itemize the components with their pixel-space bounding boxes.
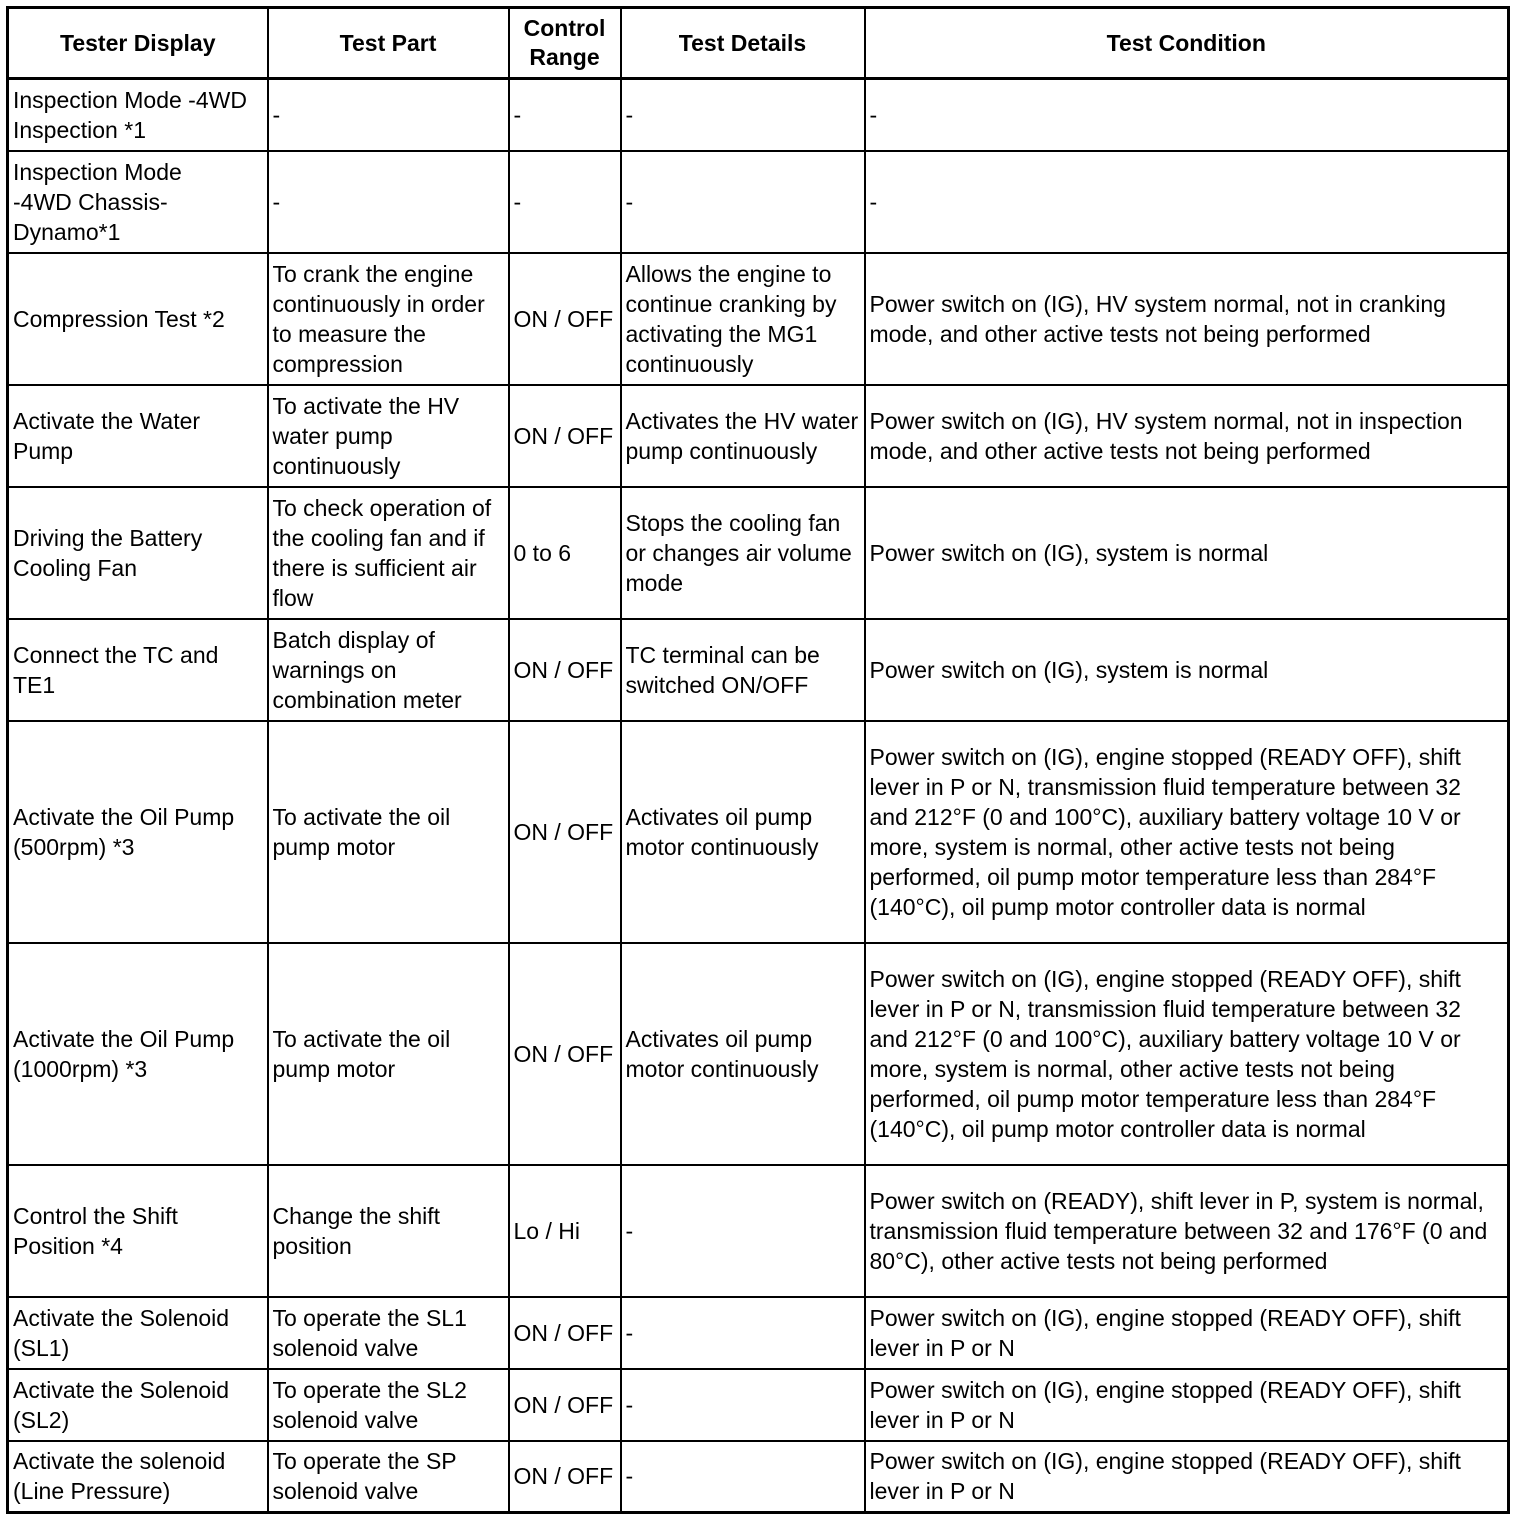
cell-test-details: - xyxy=(621,1165,865,1297)
table-row xyxy=(8,79,1509,151)
cell-control-range: - xyxy=(509,79,621,151)
cell-test-details: - xyxy=(621,151,865,253)
table-row xyxy=(8,487,1509,619)
cell-tester-display: Activate the Oil Pump (500rpm) *3 xyxy=(8,721,268,943)
header-test-details: Test Details xyxy=(621,8,865,79)
cell-test-condition: Power switch on (IG), HV system normal, not in inspection mode, and other active tests not being performed xyxy=(865,385,1509,487)
cell-control-range: ON / OFF xyxy=(509,1441,621,1513)
cell-control-range: ON / OFF xyxy=(509,943,621,1165)
cell-test-condition: - xyxy=(865,151,1509,253)
cell-test-details: - xyxy=(621,1369,865,1441)
cell-test-part: To operate the SL1 solenoid valve xyxy=(268,1297,509,1369)
cell-test-condition: Power switch on (IG), system is normal xyxy=(865,619,1509,721)
cell-test-part: - xyxy=(268,79,509,151)
cell-test-part: To activate the oil pump motor xyxy=(268,721,509,943)
cell-control-range: Lo / Hi xyxy=(509,1165,621,1297)
cell-test-condition: Power switch on (IG), engine stopped (READY OFF), shift lever in P or N xyxy=(865,1369,1509,1441)
cell-test-condition: Power switch on (READY), shift lever in P, system is normal, transmission fluid temperature between 32 and 176°F (0 and 80°C), other active tests not being performed xyxy=(865,1165,1509,1297)
cell-tester-display: Activate the Solenoid (SL2) xyxy=(8,1369,268,1441)
cell-tester-display: Inspection Mode -4WD Chassis-Dynamo*1 xyxy=(8,151,268,253)
table-header xyxy=(8,8,1509,79)
cell-tester-display: Activate the solenoid (Line Pressure) xyxy=(8,1441,268,1513)
table-row xyxy=(8,1165,1509,1297)
cell-test-part: - xyxy=(268,151,509,253)
cell-control-range: ON / OFF xyxy=(509,1297,621,1369)
cell-test-condition: Power switch on (IG), system is normal xyxy=(865,487,1509,619)
cell-test-details: Allows the engine to continue cranking by activating the MG1 continuously xyxy=(621,253,865,385)
table-row xyxy=(8,721,1509,943)
cell-control-range: ON / OFF xyxy=(509,1369,621,1441)
table-row xyxy=(8,151,1509,253)
cell-tester-display: Driving the Battery Cooling Fan xyxy=(8,487,268,619)
cell-test-part: To operate the SP solenoid valve xyxy=(268,1441,509,1513)
cell-tester-display: Activate the Water Pump xyxy=(8,385,268,487)
cell-test-condition: Power switch on (IG), engine stopped (READY OFF), shift lever in P or N xyxy=(865,1441,1509,1513)
cell-test-condition: Power switch on (IG), engine stopped (READY OFF), shift lever in P or N, transmission fluid temperature between 32 and 212°F (0 and 100°C), auxiliary battery voltage 10 V or more, system is normal, other active tests not being performed, oil pump motor temperature less than 284°F (140°C), oil pump motor controller data is normal xyxy=(865,943,1509,1165)
cell-test-details: - xyxy=(621,79,865,151)
table-body xyxy=(8,79,1509,1513)
cell-test-part: Batch display of warnings on combination meter xyxy=(268,619,509,721)
cell-tester-display: Activate the Solenoid (SL1) xyxy=(8,1297,268,1369)
cell-test-part: To crank the engine continuously in order to measure the compression xyxy=(268,253,509,385)
cell-tester-display: Control the Shift Position *4 xyxy=(8,1165,268,1297)
cell-tester-display: Activate the Oil Pump (1000rpm) *3 xyxy=(8,943,268,1165)
cell-test-condition: - xyxy=(865,79,1509,151)
cell-test-condition: Power switch on (IG), HV system normal, not in cranking mode, and other active tests not being performed xyxy=(865,253,1509,385)
header-test-part: Test Part xyxy=(268,8,509,79)
header-control-range: Control Range xyxy=(509,8,621,79)
cell-control-range: ON / OFF xyxy=(509,385,621,487)
cell-test-details: Activates the HV water pump continuously xyxy=(621,385,865,487)
table-row xyxy=(8,619,1509,721)
cell-tester-display: Inspection Mode -4WD Inspection *1 xyxy=(8,79,268,151)
cell-tester-display: Connect the TC and TE1 xyxy=(8,619,268,721)
table-row xyxy=(8,943,1509,1165)
cell-test-details: Activates oil pump motor continuously xyxy=(621,943,865,1165)
table-row xyxy=(8,253,1509,385)
cell-control-range: - xyxy=(509,151,621,253)
table-row xyxy=(8,1297,1509,1369)
cell-test-part: To check operation of the cooling fan and if there is sufficient air flow xyxy=(268,487,509,619)
active-test-table xyxy=(6,6,1510,1514)
cell-test-details: - xyxy=(621,1441,865,1513)
header-tester-display: Tester Display xyxy=(8,8,268,79)
cell-test-details: TC terminal can be switched ON/OFF xyxy=(621,619,865,721)
table-row xyxy=(8,1369,1509,1441)
cell-test-part: To activate the oil pump motor xyxy=(268,943,509,1165)
cell-test-condition: Power switch on (IG), engine stopped (READY OFF), shift lever in P or N, transmission fluid temperature between 32 and 212°F (0 and 100°C), auxiliary battery voltage 10 V or more, system is normal, other active tests not being performed, oil pump motor temperature less than 284°F (140°C), oil pump motor controller data is normal xyxy=(865,721,1509,943)
table-row xyxy=(8,385,1509,487)
cell-test-condition: Power switch on (IG), engine stopped (READY OFF), shift lever in P or N xyxy=(865,1297,1509,1369)
cell-tester-display: Compression Test *2 xyxy=(8,253,268,385)
cell-control-range: ON / OFF xyxy=(509,619,621,721)
cell-control-range: ON / OFF xyxy=(509,721,621,943)
table-row xyxy=(8,1441,1509,1513)
cell-test-details: Stops the cooling fan or changes air volume mode xyxy=(621,487,865,619)
cell-test-part: Change the shift position xyxy=(268,1165,509,1297)
cell-control-range: 0 to 6 xyxy=(509,487,621,619)
cell-test-part: To operate the SL2 solenoid valve xyxy=(268,1369,509,1441)
header-row xyxy=(8,8,1509,79)
cell-test-part: To activate the HV water pump continuously xyxy=(268,385,509,487)
header-test-condition: Test Condition xyxy=(865,8,1509,79)
cell-control-range: ON / OFF xyxy=(509,253,621,385)
cell-test-details: - xyxy=(621,1297,865,1369)
cell-test-details: Activates oil pump motor continuously xyxy=(621,721,865,943)
